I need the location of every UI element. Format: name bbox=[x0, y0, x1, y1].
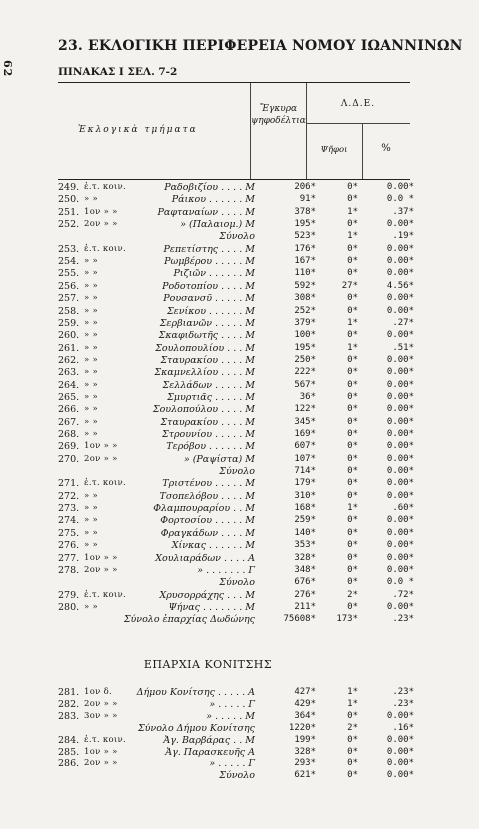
table-row bbox=[0, 181, 479, 194]
row-name: Φορτοσίου . . . . . M bbox=[160, 515, 255, 527]
row-percent: 0.00* bbox=[386, 256, 414, 267]
row-number: 251. bbox=[58, 206, 80, 218]
table-row bbox=[0, 490, 479, 503]
row-votes: 1* bbox=[347, 698, 358, 709]
row-name: Ρωμβέρου . . . . . M bbox=[164, 256, 255, 268]
row-type: » » bbox=[84, 404, 99, 415]
row-type: » » bbox=[84, 391, 99, 402]
row-valid-ballots: 308* bbox=[294, 293, 316, 304]
row-percent: .19* bbox=[392, 231, 414, 242]
table-row bbox=[0, 403, 479, 416]
row-number: 263. bbox=[58, 367, 80, 379]
row-type: ἐ.τ. κοιν. bbox=[84, 589, 127, 600]
row-votes: 0* bbox=[347, 527, 358, 538]
row-valid-ballots: 122* bbox=[294, 404, 316, 415]
row-votes: 0* bbox=[347, 577, 358, 588]
row-percent: 0.00* bbox=[386, 293, 414, 304]
table-row bbox=[0, 477, 479, 490]
row-valid-ballots: 676* bbox=[294, 577, 316, 588]
row-type: ἐ.τ. κοιν. bbox=[84, 478, 127, 489]
row-percent: .16* bbox=[392, 722, 414, 733]
row-name: Χρυσορράχης . . . M bbox=[159, 589, 255, 601]
row-votes: 0* bbox=[347, 540, 358, 551]
row-type: » » bbox=[84, 601, 99, 612]
table-row bbox=[0, 379, 479, 392]
row-percent: 0.00* bbox=[386, 453, 414, 464]
row-valid-ballots: 91* bbox=[299, 194, 316, 205]
row-name: Ψήνας . . . . . . . M bbox=[168, 601, 255, 613]
row-percent: 4.56* bbox=[386, 280, 414, 291]
row-percent: 0.00* bbox=[386, 268, 414, 279]
row-name: Στρουνίου . . . . . M bbox=[162, 429, 255, 440]
row-type: 2ον » » bbox=[84, 698, 118, 709]
row-valid-ballots: 250* bbox=[294, 354, 316, 365]
row-number: 276. bbox=[58, 540, 80, 552]
row-votes: 0* bbox=[347, 354, 358, 365]
row-votes: 0* bbox=[347, 379, 358, 390]
row-number: 280. bbox=[58, 601, 80, 613]
header-percent: % bbox=[381, 143, 391, 154]
row-type: » » bbox=[84, 527, 99, 538]
row-valid-ballots: 364* bbox=[294, 710, 316, 721]
table-subtitle: ΠΙΝΑΚΑΣ Ι ΣΕΛ. 7-2 bbox=[58, 66, 178, 78]
row-name: Ρεπετίστης . . . . M bbox=[163, 243, 255, 255]
row-name: Φλαμπουραρίου . . M bbox=[153, 503, 255, 515]
row-type: » » bbox=[84, 379, 99, 390]
table-row bbox=[0, 514, 479, 527]
row-votes: 0* bbox=[347, 305, 358, 316]
row-valid-ballots: 592* bbox=[294, 280, 316, 291]
row-number: 277. bbox=[58, 552, 80, 564]
row-type: 3ον » » bbox=[84, 710, 118, 721]
row-type: 1ον » » bbox=[84, 552, 118, 563]
row-name: » (Ραψίστα) M bbox=[183, 453, 255, 465]
row-percent: 0.00* bbox=[386, 305, 414, 316]
row-percent: .60* bbox=[392, 503, 414, 514]
table-row bbox=[0, 292, 479, 305]
row-number: 285. bbox=[58, 746, 80, 758]
row-number: 252. bbox=[58, 219, 80, 231]
row-number: 257. bbox=[58, 293, 80, 305]
row-number: 268. bbox=[58, 429, 80, 440]
row-type: » » bbox=[84, 194, 99, 205]
row-votes: 0* bbox=[347, 710, 358, 721]
row-valid-ballots: 276* bbox=[294, 589, 316, 600]
row-votes: 1* bbox=[347, 317, 358, 328]
row-name: Χουλιαράδων . . . . Α bbox=[155, 552, 255, 564]
row-type: » » bbox=[84, 342, 99, 353]
row-name: Δήμου Κονίτσης . . . . . Α bbox=[136, 687, 255, 698]
row-valid-ballots: 310* bbox=[294, 490, 316, 501]
row-percent: 0.00* bbox=[386, 601, 414, 612]
row-type: ἐ.τ. κοιν. bbox=[84, 243, 127, 254]
row-name: Ρουσανσῦ . . . . . M bbox=[163, 293, 255, 305]
row-number: 273. bbox=[58, 503, 80, 515]
row-valid-ballots: 140* bbox=[294, 527, 316, 538]
row-type: 1ον δ. bbox=[84, 687, 113, 697]
row-votes: 1* bbox=[347, 342, 358, 353]
row-name: Σουλοπούλου . . . . M bbox=[152, 404, 255, 416]
row-percent: 0.00* bbox=[386, 478, 414, 489]
row-valid-ballots: 195* bbox=[294, 219, 316, 230]
row-valid-ballots: 211* bbox=[294, 601, 316, 612]
row-votes: 0* bbox=[347, 330, 358, 341]
table-row bbox=[0, 539, 479, 552]
row-valid-ballots: 1220* bbox=[288, 722, 316, 733]
row-number: 254. bbox=[58, 256, 80, 268]
row-valid-ballots: 429* bbox=[294, 698, 316, 709]
row-valid-ballots: 179* bbox=[294, 478, 316, 489]
row-number: 261. bbox=[58, 342, 80, 354]
row-name: » . . . . . Γ bbox=[209, 698, 255, 710]
row-valid-ballots: 110* bbox=[294, 268, 316, 279]
row-type: » » bbox=[84, 540, 99, 551]
table-row bbox=[0, 305, 479, 318]
row-percent: .23* bbox=[392, 614, 414, 625]
row-type: 1ον » » bbox=[84, 746, 118, 757]
row-number: 264. bbox=[58, 379, 80, 391]
row-valid-ballots: 107* bbox=[294, 453, 316, 464]
row-type: » » bbox=[84, 280, 99, 291]
row-name: Σουλοπουλίου . . . M bbox=[155, 342, 255, 354]
row-name: Τερόβου . . . . . . M bbox=[166, 441, 255, 453]
row-valid-ballots: 345* bbox=[294, 416, 316, 427]
row-percent: 0.00* bbox=[386, 515, 414, 526]
row-number: 279. bbox=[58, 589, 80, 601]
row-name: Ράικου . . . . . . M bbox=[171, 194, 255, 206]
row-name: Σμυρτιᾶς . . . . . M bbox=[167, 391, 255, 403]
row-valid-ballots: 199* bbox=[294, 734, 316, 745]
row-number: 267. bbox=[58, 416, 80, 428]
row-valid-ballots: 169* bbox=[294, 429, 316, 439]
row-votes: 0* bbox=[347, 429, 358, 439]
row-valid-ballots: 353* bbox=[294, 540, 316, 551]
row-name: Ἀγ. Παρασκευῆς Α bbox=[165, 746, 255, 758]
table-row bbox=[0, 206, 479, 219]
row-name: Χίνκας . . . . . . M bbox=[171, 540, 255, 552]
row-votes: 0* bbox=[347, 601, 358, 612]
row-percent: 0.00* bbox=[386, 564, 414, 575]
row-number: 274. bbox=[58, 515, 80, 527]
row-number: 278. bbox=[58, 564, 80, 576]
row-name: Σύνολο bbox=[219, 231, 255, 243]
row-percent: 0.0 * bbox=[386, 577, 414, 588]
table-row bbox=[0, 255, 479, 268]
row-percent: .23* bbox=[392, 698, 414, 709]
row-type: » » bbox=[84, 317, 99, 328]
row-valid-ballots: 100* bbox=[294, 330, 316, 341]
table-subtotal-row bbox=[0, 769, 479, 782]
table-subtotal-row bbox=[0, 576, 479, 589]
table-row bbox=[0, 366, 479, 379]
row-votes: 0* bbox=[347, 293, 358, 304]
table-row bbox=[0, 218, 479, 231]
row-valid-ballots: 206* bbox=[294, 182, 316, 192]
row-votes: 0* bbox=[347, 552, 358, 563]
row-valid-ballots: 621* bbox=[294, 770, 316, 781]
row-number: 250. bbox=[58, 194, 80, 206]
row-percent: 0.00* bbox=[386, 182, 414, 192]
row-percent: 0.00* bbox=[386, 391, 414, 402]
table-row bbox=[0, 440, 479, 453]
row-number: 283. bbox=[58, 710, 80, 722]
row-votes: 0* bbox=[347, 391, 358, 402]
row-percent: 0.00* bbox=[386, 540, 414, 551]
row-votes: 0* bbox=[347, 182, 358, 192]
table-row bbox=[0, 589, 479, 602]
row-name: Σκαφιδωτῆς . . . . M bbox=[158, 330, 255, 342]
row-number: 270. bbox=[58, 453, 80, 465]
table-row bbox=[0, 391, 479, 404]
row-number: 286. bbox=[58, 758, 80, 770]
header-valid-ballots: Ἔγκυρα ψηφοδέλτια bbox=[251, 104, 306, 126]
row-name: Τριστένου . . . . . M bbox=[162, 478, 255, 490]
row-name: Ροδοτοπίου . . . . M bbox=[162, 280, 255, 292]
table-row bbox=[0, 428, 479, 441]
row-type: 2ον » » bbox=[84, 453, 118, 464]
row-valid-ballots: 379* bbox=[294, 317, 316, 328]
row-percent: 0.00* bbox=[386, 441, 414, 452]
row-votes: 0* bbox=[347, 758, 358, 769]
row-votes: 2* bbox=[347, 722, 358, 733]
row-votes: 1* bbox=[347, 231, 358, 242]
header-votes: Ψῆφοι bbox=[320, 145, 348, 155]
table-subtotal-row bbox=[0, 613, 479, 626]
row-votes: 0* bbox=[347, 746, 358, 757]
row-number: 275. bbox=[58, 527, 80, 539]
row-type: » » bbox=[84, 515, 99, 526]
table-row bbox=[0, 453, 479, 466]
row-number: 256. bbox=[58, 280, 80, 292]
table-row bbox=[0, 502, 479, 515]
row-votes: 0* bbox=[347, 194, 358, 205]
row-name: Σταυρακίου . . . . M bbox=[160, 354, 255, 366]
table-row bbox=[0, 329, 479, 342]
row-percent: 0.00* bbox=[386, 552, 414, 563]
row-valid-ballots: 252* bbox=[294, 305, 316, 316]
row-percent: 0.00* bbox=[386, 367, 414, 378]
row-name: Σερβιανῶν . . . . . M bbox=[159, 317, 255, 329]
table-row bbox=[0, 601, 479, 614]
row-votes: 0* bbox=[347, 404, 358, 415]
row-number: 249. bbox=[58, 182, 80, 193]
row-name: Σύνολο bbox=[219, 770, 255, 782]
row-votes: 0* bbox=[347, 466, 358, 477]
row-valid-ballots: 176* bbox=[294, 243, 316, 254]
row-votes: 1* bbox=[347, 503, 358, 514]
row-percent: .23* bbox=[392, 687, 414, 697]
row-percent: 0.00* bbox=[386, 490, 414, 501]
row-valid-ballots: 714* bbox=[294, 466, 316, 477]
row-type: 2ον » » bbox=[84, 564, 118, 575]
row-type: » » bbox=[84, 490, 99, 501]
row-number: 258. bbox=[58, 305, 80, 317]
row-number: 253. bbox=[58, 243, 80, 255]
page-number: 62 bbox=[1, 60, 14, 78]
table-row bbox=[0, 552, 479, 565]
row-valid-ballots: 607* bbox=[294, 441, 316, 452]
row-percent: .37* bbox=[392, 206, 414, 217]
row-valid-ballots: 195* bbox=[294, 342, 316, 353]
row-percent: 0.00* bbox=[386, 429, 414, 439]
row-number: 262. bbox=[58, 354, 80, 366]
row-valid-ballots: 328* bbox=[294, 552, 316, 563]
table-row bbox=[0, 527, 479, 540]
row-number: 266. bbox=[58, 404, 80, 416]
table-row bbox=[0, 416, 479, 429]
row-name: Ριζιῶν . . . . . . M bbox=[173, 268, 255, 280]
row-name: Σκαμνελλίου . . . . M bbox=[154, 367, 255, 379]
row-percent: .72* bbox=[392, 589, 414, 600]
row-votes: 0* bbox=[347, 515, 358, 526]
row-percent: 0.00* bbox=[386, 758, 414, 769]
row-type: 2ον » » bbox=[84, 758, 118, 769]
row-valid-ballots: 523* bbox=[294, 231, 316, 242]
header-sections: Ἐκλογικὰ τμήματα bbox=[78, 125, 198, 135]
row-type: » » bbox=[84, 354, 99, 365]
row-name: » (Παλαιομ.) M bbox=[180, 219, 255, 231]
row-valid-ballots: 328* bbox=[294, 746, 316, 757]
row-name: Τσοπελόβου . . . . M bbox=[159, 490, 255, 502]
row-valid-ballots: 293* bbox=[294, 758, 316, 769]
row-percent: 0.00* bbox=[386, 770, 414, 781]
row-percent: .51* bbox=[392, 342, 414, 353]
row-percent: 0.00* bbox=[386, 379, 414, 390]
row-votes: 0* bbox=[347, 453, 358, 464]
row-votes: 0* bbox=[347, 490, 358, 501]
row-number: 255. bbox=[58, 268, 80, 280]
row-number: 282. bbox=[58, 698, 80, 710]
row-votes: 27* bbox=[341, 280, 358, 291]
row-name: » . . . . . M bbox=[206, 710, 255, 722]
row-percent: 0.00* bbox=[386, 243, 414, 254]
row-votes: 0* bbox=[347, 416, 358, 427]
row-valid-ballots: 259* bbox=[294, 515, 316, 526]
row-votes: 0* bbox=[347, 367, 358, 378]
row-percent: 0.00* bbox=[386, 404, 414, 415]
row-number: 269. bbox=[58, 441, 80, 453]
table-row bbox=[0, 280, 479, 293]
row-type: 2ον » » bbox=[84, 219, 118, 230]
row-name: Σενίκου . . . . . . M bbox=[166, 305, 255, 317]
row-valid-ballots: 75608* bbox=[283, 614, 316, 625]
row-type: » » bbox=[84, 330, 99, 341]
row-valid-ballots: 427* bbox=[294, 687, 316, 697]
row-name: Σύνολο ἐπαρχίας Δωδώνης bbox=[123, 614, 255, 626]
row-valid-ballots: 567* bbox=[294, 379, 316, 390]
row-type: » » bbox=[84, 256, 99, 267]
row-name: Σελλάδων . . . . . M bbox=[162, 379, 255, 391]
row-votes: 0* bbox=[347, 478, 358, 489]
row-name: Σύνολο bbox=[219, 577, 255, 589]
row-percent: 0.0 * bbox=[386, 194, 414, 205]
table-row bbox=[0, 354, 479, 367]
row-valid-ballots: 36* bbox=[299, 391, 316, 402]
row-valid-ballots: 168* bbox=[294, 503, 316, 514]
row-percent: 0.00* bbox=[386, 330, 414, 341]
row-valid-ballots: 222* bbox=[294, 367, 316, 378]
row-name: Σταυρακίου . . . . M bbox=[160, 416, 255, 428]
row-percent: 0.00* bbox=[386, 746, 414, 757]
row-percent: 0.00* bbox=[386, 354, 414, 365]
row-number: 281. bbox=[58, 687, 80, 698]
row-name: » . . . . . . . Γ bbox=[197, 564, 255, 576]
table-row bbox=[0, 193, 479, 206]
row-number: 260. bbox=[58, 330, 80, 342]
row-votes: 2* bbox=[347, 589, 358, 600]
row-votes: 0* bbox=[347, 268, 358, 279]
row-votes: 0* bbox=[347, 219, 358, 230]
row-percent: 0.00* bbox=[386, 527, 414, 538]
row-type: » » bbox=[84, 429, 99, 439]
row-valid-ballots: 378* bbox=[294, 206, 316, 217]
row-type: 1ον » » bbox=[84, 206, 118, 217]
row-type: » » bbox=[84, 293, 99, 304]
row-votes: 0* bbox=[347, 256, 358, 267]
row-number: 284. bbox=[58, 734, 80, 746]
row-name: Ἀγ. Βαρβάρας . . M bbox=[163, 734, 255, 746]
row-percent: 0.00* bbox=[386, 219, 414, 230]
row-number: 265. bbox=[58, 391, 80, 403]
row-type: ἐ.τ. κοιν. bbox=[84, 734, 127, 745]
table-row bbox=[0, 267, 479, 280]
table-row bbox=[0, 243, 479, 256]
row-votes: 0* bbox=[347, 564, 358, 575]
row-type: ἐ.τ. κοιν. bbox=[84, 182, 127, 192]
row-type: 1ον » » bbox=[84, 441, 118, 452]
row-type: » » bbox=[84, 268, 99, 279]
row-type: » » bbox=[84, 305, 99, 316]
row-votes: 0* bbox=[347, 243, 358, 254]
row-votes: 0* bbox=[347, 770, 358, 781]
row-percent: 0.00* bbox=[386, 710, 414, 721]
page-title: 23. ΕΚΛΟΓΙΚΗ ΠΕΡΙΦΕΡΕΙΑ ΝΟΜΟΥ ΙΩΑΝΝΙΝΩΝ bbox=[58, 38, 463, 54]
row-percent: .27* bbox=[392, 317, 414, 328]
row-name: Ραδοβιζίου . . . . M bbox=[164, 182, 255, 193]
table-subtotal-row bbox=[0, 230, 479, 243]
row-percent: 0.00* bbox=[386, 734, 414, 745]
row-name: Φραγκάδων . . . . M bbox=[160, 527, 255, 539]
row-name: Σύνολο bbox=[219, 466, 255, 478]
row-number: 272. bbox=[58, 490, 80, 502]
section-title: ΕΠΑΡΧΙΑ ΚΟΝΙΤΣΗΣ bbox=[143, 658, 273, 671]
row-votes: 1* bbox=[347, 687, 358, 697]
row-number: 259. bbox=[58, 317, 80, 329]
table-row bbox=[0, 342, 479, 355]
header-party: Λ.Δ.Ε. bbox=[340, 99, 376, 109]
row-name: Ραφταναίων . . . . M bbox=[157, 206, 255, 218]
row-type: » » bbox=[84, 503, 99, 514]
row-votes: 173* bbox=[336, 614, 358, 625]
row-votes: 1* bbox=[347, 206, 358, 217]
row-valid-ballots: 348* bbox=[294, 564, 316, 575]
row-number: 271. bbox=[58, 478, 80, 490]
row-votes: 0* bbox=[347, 734, 358, 745]
row-percent: 0.00* bbox=[386, 416, 414, 427]
table-row bbox=[0, 564, 479, 577]
row-type: » » bbox=[84, 367, 99, 378]
table-subtotal-row bbox=[0, 465, 479, 478]
row-type: » » bbox=[84, 416, 99, 427]
table-row bbox=[0, 317, 479, 330]
row-valid-ballots: 167* bbox=[294, 256, 316, 267]
row-name: Σύνολο Δήμου Κονίτσης bbox=[137, 722, 255, 734]
row-name: » . . . . . Γ bbox=[209, 758, 255, 770]
row-votes: 0* bbox=[347, 441, 358, 452]
row-percent: 0.00* bbox=[386, 466, 414, 477]
